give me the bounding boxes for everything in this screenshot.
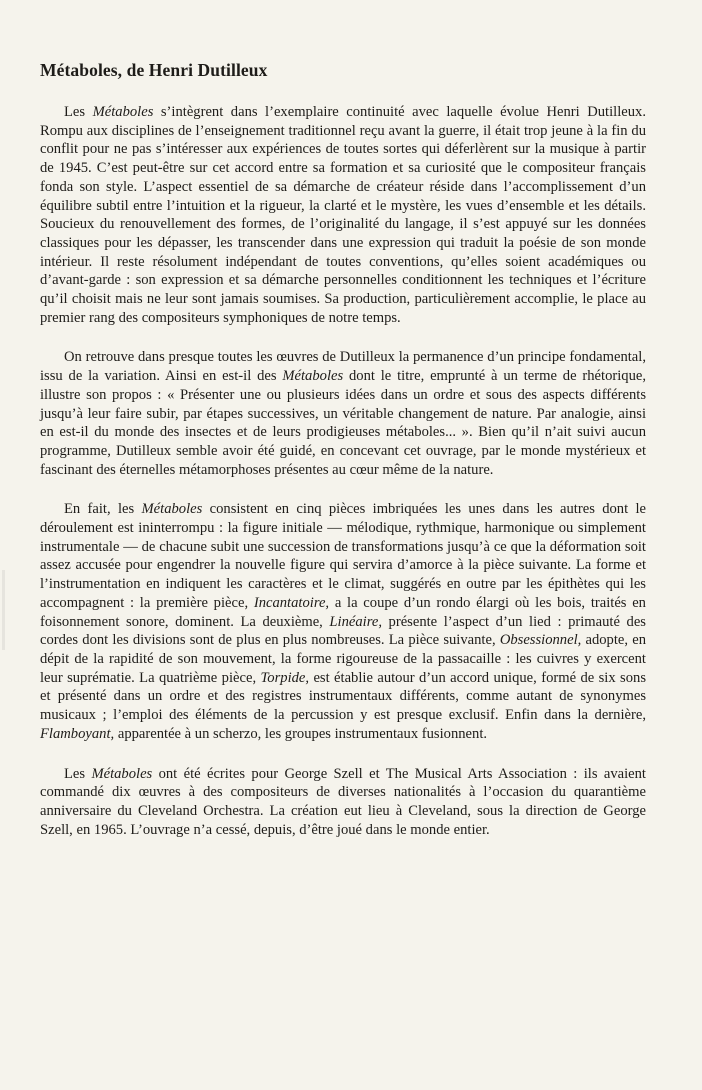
paragraph-3 — [40, 500, 646, 743]
text-run: ont été écrites pour George Szell et The Musical Arts Association : ils avaient commandé dix œuvres à des compositeurs de diverses nationalités à l’occasion du quarantième anniversaire du Cleveland Orchestra. La création eut lieu à Cleveland, sous la direction de George Szell, en 1965. L’ouvrage n’a cessé, depuis, d’être joué dans le monde entier. — [40, 765, 646, 838]
text-run: En fait, les — [64, 501, 142, 518]
paragraph-4 — [40, 765, 646, 840]
italic-run: Torpide, — [260, 669, 310, 686]
text-run: s’intègrent dans l’exemplaire continuité avec laquelle évolue Henri Dutilleux. Rompu aux disciplines de l’enseignement traditionnel reçu avant la guerre, il était trop jeune à la fin du conflit pour ne pas s’intéresser aux expériences de toutes sortes qui déferlèrent sur la musique à partir de 1945. C’est peut-être sur cet accord entre sa formation et sa curiosité que le compositeur français fonda son style. L’aspect essentiel de sa démarche de créateur réside dans l’accomplissement d’un équilibre subtil entre l’intuition et la rigueur, la clarté et le mystère, les vues d’ensemble et les détails. Soucieux du renouvellement des formes, de l’originalité du langage, il s’est appuyé sur les données classiques pour les dépasser, les transcender dans une expression qui traduit la poésie de son monde intérieur. Il reste résolument indépendant de toutes conventions, qu’elles soient académiques ou d’avant-garde : son expression et sa démarche personnelles conditionnent les techniques et l’écriture qu’il choisit mais ne leur sont jamais soumises. Sa production, particulièrement accomplie, le place au premier rang des compositeurs symphoniques de notre temps. — [40, 104, 646, 326]
italic-run: Flamboyant, — [40, 725, 115, 742]
scan-edge-mark — [2, 570, 5, 650]
italic-run: Métaboles — [91, 765, 153, 782]
text-run: On retrouve dans presque toutes les œuvres de Dutilleux la permanence d’un principe fondamental, issu de la variation. Ainsi en est-il des — [40, 349, 646, 385]
text-run: adopte, en dépit de la rapidité de son mouvement, la forme rigoureuse de la passacaille : les cuivres y exercent leur suprématie. La quatrième pièce, — [40, 632, 647, 686]
paragraph-2 — [40, 348, 646, 479]
italic-run: Métaboles — [282, 368, 344, 385]
text-run: consistent en cinq pièces imbriquées les unes dans les autres dont le déroulement est ininterrompu : la figure initiale — mélodique, rythmique, harmonique ou simplement instrumentale — de chacune subit une succession de transformations jusqu’à ce que la déformation soit assez accusée pour engendrer la nouvelle figure qui servira d’amorce à la pièce suivante. La forme et l’instrumentation en indiquent les caractères et le climat, suggérés en outre par les épithètes qui les accompagnent : la première pièce, — [40, 501, 647, 611]
text-run: apparentée à un scherzo, les groupes instrumentaux fusionnent. — [114, 725, 488, 742]
italic-run: Métaboles — [92, 104, 154, 120]
page-title: Métaboles, de Henri Dutilleux — [40, 60, 268, 80]
text-run: est établie autour d’un accord unique, formé de six sons et présenté dans un ordre et des registres instrumentaux différents, comme autant de synonymes musicaux ; l’emploi des éléments de la percussion y est presque exclusif. Enfin dans la dernière, — [40, 669, 646, 724]
italic-run: Incantatoire, — [253, 594, 330, 611]
italic-run: Obsessionnel, — [499, 632, 582, 649]
italic-run: Métaboles — [141, 501, 203, 518]
text-run: a la coupe d’un rondo élargi où les bois, traités en foisonnement sonore, dominent. La deuxième, — [40, 594, 646, 630]
text-run: dont le titre, emprunté à un terme de rhétorique, illustre son propos : « Présenter une ou plusieurs idées dans un ordre et sous des aspects différents jusqu’à leur faire subir, par étapes successives, un véritable changement de nature. Par analogie, ainsi en est-il du monde des insectes et de leurs prodigieuses métaboles... ». Bien qu’il n’ait suivi aucun programme, Dutilleux semble avoir été guidé, en concevant cet ouvrage, par le monde mystérieux et fascinant des éternelles métamorphoses présentes au cœur même de la nature. — [40, 368, 646, 478]
text-run: présente l’aspect d’un lied : primauté des cordes dont les divisions sont de plus en plus nombreuses. La pièce suivante, — [40, 613, 646, 649]
paragraph-1 — [40, 103, 646, 327]
italic-run: Linéaire, — [329, 613, 382, 630]
text-run: Les — [64, 104, 93, 120]
article-body — [40, 103, 646, 860]
text-run: Les — [64, 765, 92, 782]
